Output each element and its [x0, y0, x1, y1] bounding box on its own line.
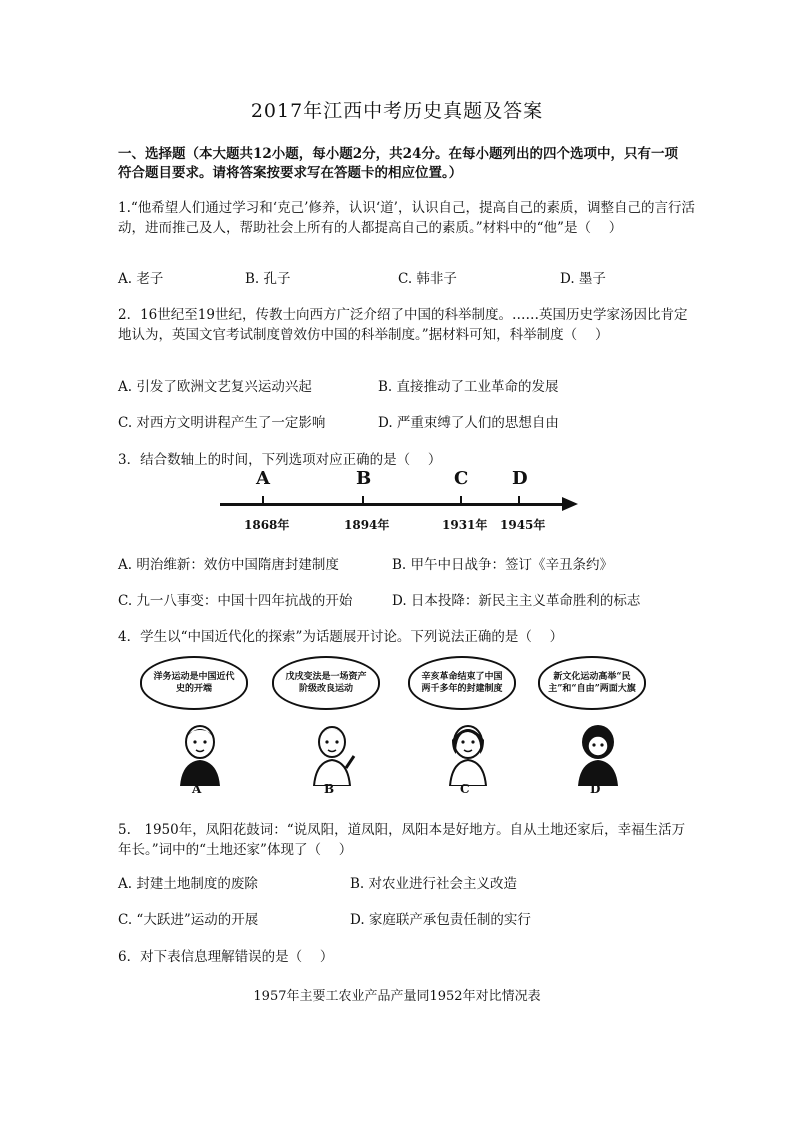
section-heading: 一、选择题（本大题共12小题，每小题2分，共24分。在每小题列出的四个选项中，只有一项符合题目要求。请将答案按要求写在答题卡的相应位置。）	[118, 146, 678, 181]
q3-option-d: D. 日本投降：新民主主义革命胜利的标志	[392, 593, 641, 609]
timeline-year: 1868年	[244, 518, 290, 532]
timeline-tick	[262, 496, 264, 505]
cartoon-label: C	[460, 782, 470, 796]
timeline-label-d: D	[512, 468, 528, 489]
timeline-tick	[460, 496, 462, 505]
cartoon-label: A	[192, 782, 202, 796]
cartoon-label: B	[324, 782, 335, 796]
timeline-year: 1894年	[344, 518, 390, 532]
question-2-stem: 2．16世纪至19世纪，传教士向西方广泛介绍了中国的科举制度。……英国历史学家汤因比肯定地认为，英国文官考试制度曾效仿中国的科举制度。”据材料可知，科举制度（ ）	[118, 307, 688, 343]
speech-bubble: 洋务运动是中国近代史的开端	[140, 656, 248, 710]
question-5-stem: 5. 1950年，凤阳花鼓词：“说凤阳，道凤阳，凤阳本是好地方。自从土地还家后，幸福生活万年长。”词中的“土地还家”体现了（ ）	[118, 822, 686, 858]
timeline-label-b: B	[356, 468, 372, 489]
cartoon-row	[140, 650, 660, 800]
q3-option-b: B. 甲午中日战争：签订《辛丑条约》	[392, 557, 614, 573]
question-6-stem: 6．对下表信息理解错误的是（ ）	[118, 949, 334, 965]
timeline-axis	[220, 503, 565, 506]
speech-bubble: 新文化运动高举“民主”和“自由”两面大旗	[538, 656, 646, 710]
timeline-year: 1931年	[442, 518, 488, 532]
timeline-label-a: A	[256, 468, 270, 489]
question-1-stem: 1.“他希望人们通过学习和‘克己’修养，认识‘道’，认识自己，提高自己的素质，调整自己的言行活动，进而推己及人，帮助社会上所有的人都提高自己的素质。”材料中的“他”是（ ）	[118, 200, 695, 236]
page-title: 2017年江西中考历史真题及答案	[250, 100, 544, 122]
timeline-year: 1945年	[500, 518, 546, 532]
timeline-tick	[518, 496, 520, 505]
q1-option-d: D. 墨子	[560, 271, 606, 287]
q5-option-b: B. 对农业进行社会主义改造	[350, 876, 518, 892]
timeline-tick	[362, 496, 364, 505]
cartoon-d	[538, 650, 658, 800]
timeline-label-c: C	[454, 468, 469, 489]
q5-option-a: A. 封建土地制度的废除	[118, 876, 258, 892]
question-3-stem: 3．结合数轴上的时间，下列选项对应正确的是（ ）	[118, 452, 442, 468]
q1-option-c: C. 韩非子	[398, 271, 457, 287]
student-figure-icon	[302, 720, 362, 786]
q1-option-b: B. 孔子	[245, 271, 291, 287]
q2-option-a: A. 引发了欧洲文艺复兴运动兴起	[118, 379, 312, 395]
table-title: 1957年主要工农业产品产量同1952年对比情况表	[253, 989, 541, 1004]
q2-option-d: D. 严重束缚了人们的思想自由	[378, 415, 559, 431]
cartoon-a	[140, 650, 260, 800]
q5-option-d: D. 家庭联产承包责任制的实行	[350, 912, 531, 928]
q3-option-a: A. 明治维新：效仿中国隋唐封建制度	[118, 557, 339, 573]
q5-option-c: C. “大跃进”运动的开展	[118, 912, 259, 928]
cartoon-c	[408, 650, 528, 800]
timeline	[220, 468, 580, 538]
q2-option-b: B. 直接推动了工业革命的发展	[378, 379, 559, 395]
student-figure-icon	[438, 720, 498, 786]
q1-option-a: A. 老子	[118, 271, 164, 287]
question-4-stem: 4．学生以“中国近代化的探索”为话题展开讨论。下列说法正确的是（ ）	[118, 629, 564, 645]
student-figure-icon	[568, 720, 628, 786]
cartoon-b	[272, 650, 392, 800]
q3-option-c: C. 九一八事变：中国十四年抗战的开始	[118, 593, 353, 609]
speech-bubble: 戊戌变法是一场资产阶级改良运动	[272, 656, 380, 710]
q2-option-c: C. 对西方文明讲程产生了一定影响	[118, 415, 326, 431]
timeline-arrow-icon	[562, 497, 578, 511]
cartoon-label: D	[590, 782, 601, 796]
student-figure-icon	[170, 720, 230, 786]
speech-bubble: 辛亥革命结束了中国两千多年的封建制度	[408, 656, 516, 710]
